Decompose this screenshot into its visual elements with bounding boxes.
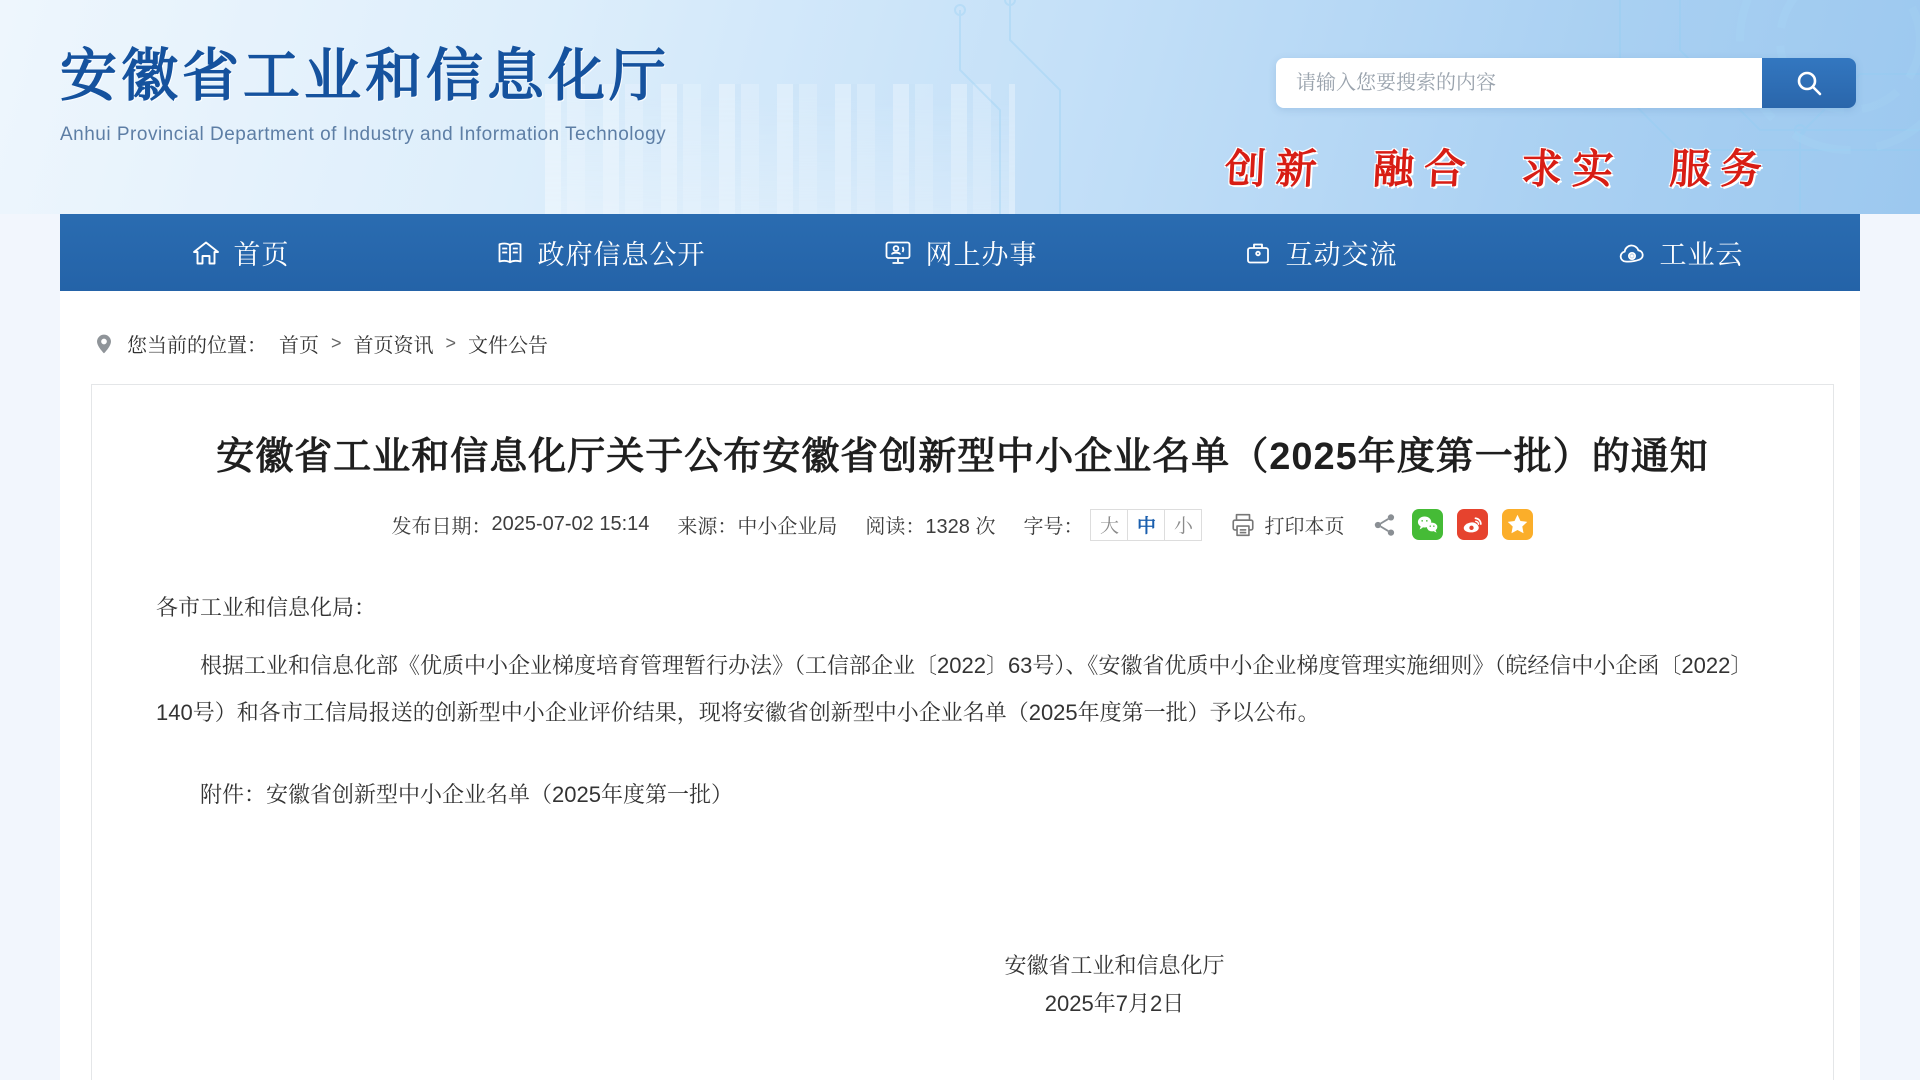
nav-item-label: 互动交流	[1285, 240, 1398, 270]
nav-item-label: 政府信息公开	[537, 240, 706, 270]
publish-date	[392, 510, 650, 539]
views-value: 1328 次	[925, 516, 996, 539]
body-salutation: 各市工业和信息化局：	[156, 594, 377, 620]
attachment-link[interactable]	[156, 772, 1769, 819]
views-label: 阅读：	[865, 516, 926, 539]
share-nodes-icon[interactable]	[1372, 512, 1398, 538]
article-body	[152, 585, 1773, 1024]
nav-item-label: 首页	[233, 240, 290, 270]
page-content-wrapper	[60, 214, 1860, 1080]
font-size-control	[1023, 509, 1202, 541]
view-count	[865, 510, 995, 539]
article-source	[677, 510, 837, 539]
publish-date-value: 2025-07-02 15:14	[491, 513, 650, 536]
source-value: 中小企业局	[737, 516, 838, 539]
site-header	[0, 0, 1920, 214]
breadcrumb-news[interactable]: 首页资讯	[353, 335, 434, 357]
share-icons-group	[1372, 509, 1533, 540]
qzone-star-icon[interactable]	[1502, 509, 1533, 540]
signature-department: 安徽省工业和信息化厅	[1004, 953, 1225, 979]
site-logo[interactable]	[60, 30, 670, 146]
slogan-text: 创新 融合 求实 服务	[1223, 145, 1774, 193]
site-title: 安徽省工业和信息化厅	[60, 44, 670, 108]
nav-item-label: 工业云	[1659, 240, 1744, 270]
signature-date: 2025年7月2日	[1044, 991, 1185, 1017]
search-bar	[1276, 58, 1856, 108]
location-pin-icon	[93, 333, 115, 355]
font-size-buttons	[1091, 509, 1202, 541]
article-meta-row	[152, 509, 1773, 541]
home-icon	[191, 238, 221, 268]
breadcrumb-separator: >	[445, 333, 457, 353]
nav-item-online-services[interactable]	[780, 214, 1140, 291]
site-subtitle-en: Anhui Provincial Department of Industry and Information Technology	[60, 124, 667, 145]
cloud-gear-icon	[1617, 238, 1647, 268]
breadcrumb-label: 您当前的位置：	[127, 335, 267, 357]
article-card	[91, 384, 1834, 1080]
font-size-label: 字号：	[1023, 516, 1084, 539]
breadcrumb-home[interactable]: 首页	[279, 335, 319, 357]
main-nav	[60, 214, 1860, 291]
open-book-icon	[495, 238, 525, 268]
printer-icon	[1230, 512, 1256, 538]
nav-item-industry-cloud[interactable]	[1500, 214, 1860, 291]
search-button[interactable]	[1762, 58, 1856, 108]
nav-item-gov-info[interactable]	[420, 214, 780, 291]
briefcase-icon	[1243, 238, 1273, 268]
publish-date-label: 发布日期：	[391, 516, 492, 539]
wechat-icon[interactable]	[1412, 509, 1443, 540]
nav-item-interaction[interactable]	[1140, 214, 1500, 291]
search-icon	[1794, 68, 1824, 98]
attachment-label: 附件：	[200, 782, 267, 808]
breadcrumb-separator: >	[331, 333, 342, 353]
breadcrumb-notices[interactable]: 文件公告	[468, 335, 549, 357]
monitor-icon	[883, 238, 913, 268]
attachment-name[interactable]: 安徽省创新型中小企业名单（2025年度第一批）	[266, 782, 733, 808]
search-input[interactable]	[1276, 58, 1762, 108]
weibo-icon[interactable]	[1457, 509, 1488, 540]
font-size-medium-button[interactable]: 中	[1127, 509, 1165, 541]
print-page-label: 打印本页	[1264, 516, 1345, 539]
source-label: 来源：	[677, 516, 738, 539]
body-paragraph: 根据工业和信息化部《优质中小企业梯度培育管理暂行办法》（工信部企业〔2022〕63号）、《安徽省优质中小企业梯度管理实施细则》（皖经信中小企函〔2022〕140号）和各市工信局报送的创新型中小企业评价结果，现将安徽省创新型中小企业名单（2025年度第一批）予以公布。	[156, 653, 1753, 725]
nav-item-home[interactable]	[60, 214, 420, 291]
signature-block	[308, 947, 1920, 1023]
breadcrumb	[60, 291, 1860, 358]
nav-item-label: 网上办事	[925, 240, 1038, 270]
print-page-button[interactable]	[1230, 510, 1344, 539]
font-size-large-button[interactable]: 大	[1090, 509, 1128, 541]
font-size-small-button[interactable]: 小	[1164, 509, 1202, 541]
article-title: 安徽省工业和信息化厅关于公布安徽省创新型中小企业名单（2025年度第一批）的通知	[216, 436, 1709, 478]
